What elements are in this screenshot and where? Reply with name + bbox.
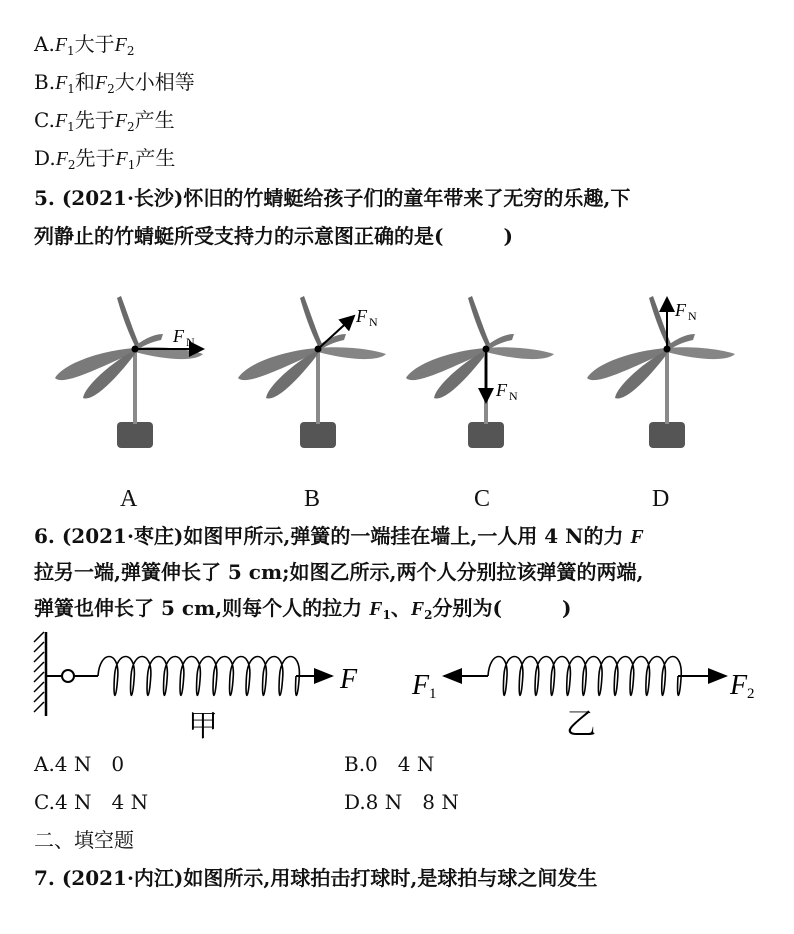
- figure-c: [406, 296, 554, 448]
- q6-option-d: D.8 N 8 N: [344, 790, 459, 814]
- spring-coil-jia: [98, 657, 299, 696]
- figure-a: [55, 296, 203, 448]
- q4-option-b: $B.F_1$和$F_2$大小相等: [34, 70, 195, 96]
- section-heading: 二、填空题: [34, 828, 134, 852]
- force-label-b: F: [356, 306, 367, 326]
- caption-yi: 乙: [566, 708, 596, 741]
- figure-yi: [411, 657, 755, 742]
- figure-jia: [34, 632, 358, 743]
- q7-stem-line1: 7. (2021·内江)如图所示,用球拍击打球时,是球拍与球之间发生: [34, 866, 598, 890]
- spring-coil-yi: [488, 657, 681, 696]
- force-label-f1: F: [412, 670, 430, 701]
- q5-stem-line1: 5. (2021·长沙)怀旧的竹蜻蜓给孩子们的童年带来了无穷的乐趣,下: [34, 186, 631, 210]
- q6-stem-line2: 拉另一端,弹簧伸长了 5 cm;如图乙所示,两个人分别拉该弹簧的两端,: [34, 560, 644, 584]
- svg-text:2: 2: [747, 686, 755, 702]
- q6-stem-line3: 弹簧也伸长了 5 cm,则每个人的拉力 $F_1$、$F_2$分别为( ): [34, 596, 572, 622]
- q4-option-d: $D.F_2$先于$F_1$产生: [34, 146, 176, 172]
- figure-label-d: D: [652, 486, 670, 512]
- q4-option-a: $A.F_1$大于$F_2$: [34, 32, 135, 58]
- force-label-f: F: [340, 664, 358, 695]
- force-label-f2: F: [730, 670, 748, 701]
- svg-text:N: N: [509, 389, 518, 403]
- figure-d: [587, 296, 735, 448]
- q6-option-b: B.0 4 N: [344, 752, 435, 776]
- svg-text:N: N: [369, 315, 378, 329]
- q6-stem-line1: 6. (2021·枣庄)如图甲所示,弹簧的一端挂在墙上,一人用 4 N的力 F: [34, 524, 644, 548]
- q6-option-c: C.4 N 4 N: [34, 790, 149, 814]
- dragonfly-figures: [50, 290, 770, 480]
- spring-figures: [30, 628, 770, 746]
- caption-jia: 甲: [188, 710, 218, 743]
- force-label-a: F: [173, 326, 184, 346]
- figure-label-c: C: [474, 486, 491, 512]
- figure-label-a: A: [120, 486, 138, 512]
- figure-b: [238, 296, 386, 448]
- force-label-d: F: [675, 300, 686, 320]
- q4-option-c: $C.F_1$先于$F_2$产生: [34, 108, 175, 134]
- q5-stem-line2: 列静止的竹蜻蜓所受支持力的示意图正确的是( ): [34, 224, 513, 248]
- q6-option-a: A.4 N 0: [34, 752, 125, 776]
- figure-label-b: B: [304, 486, 321, 512]
- svg-text:1: 1: [429, 686, 437, 702]
- svg-text:N: N: [688, 309, 697, 323]
- force-arrow-b: [318, 316, 354, 349]
- svg-text:N: N: [186, 335, 195, 349]
- force-label-c: F: [496, 380, 507, 400]
